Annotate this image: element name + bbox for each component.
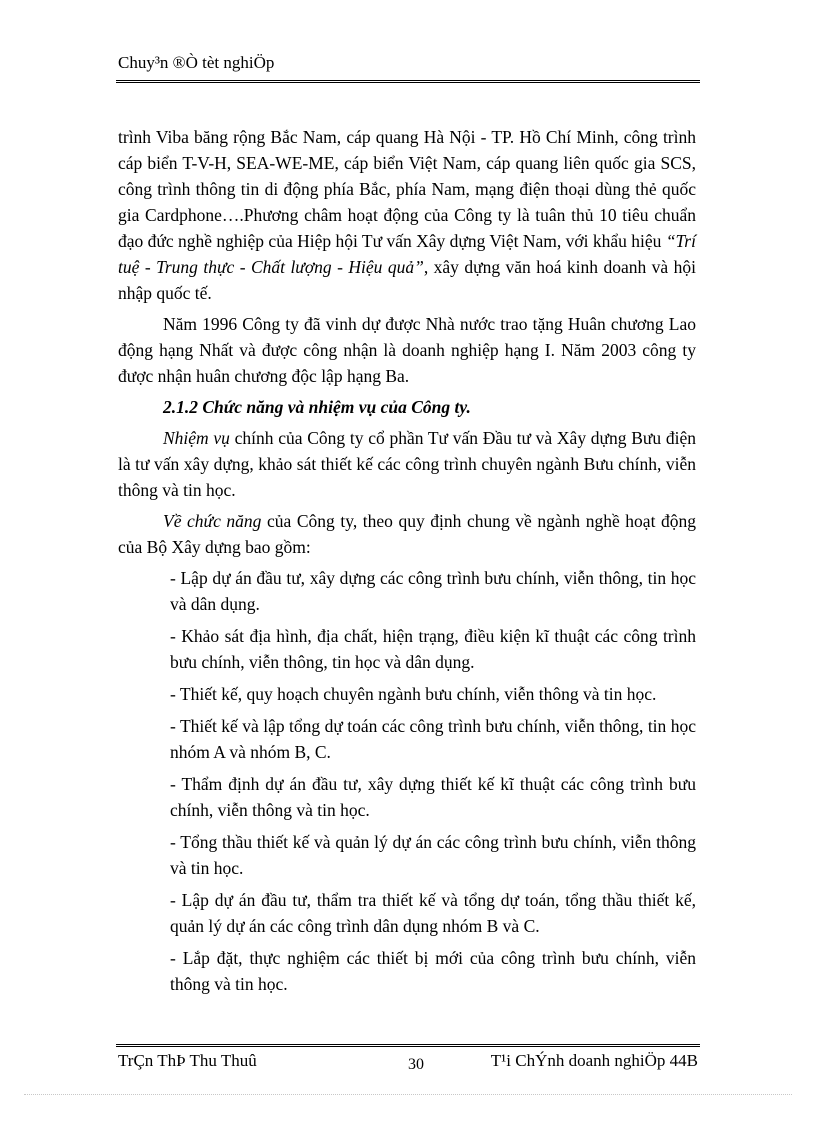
list-item: - Thiết kế, quy hoạch chuyên ngành bưu chính, viễn thông và tin học. xyxy=(170,684,657,704)
paragraph-4-lead: Về chức năng xyxy=(163,511,262,531)
list-item: - Thiết kế và lập tổng dự toán các công trình bưu chính, viễn thông, tin học nhóm A và nhóm B, C. xyxy=(170,716,696,762)
page-number: 30 xyxy=(408,1056,424,1073)
paragraph-4 xyxy=(118,508,696,560)
paragraph-3-text: chính của Công ty cổ phần Tư vấn Đầu tư và Xây dựng Bưu điện là tư vấn xây dựng, khảo sát thiết kế các công trình chuyên ngành Bưu chính, viễn thông và tin học. xyxy=(118,428,696,500)
list-item: - Thẩm định dự án đầu tư, xây dựng thiết kế kĩ thuật các công trình bưu chính, viễn thông và tin học. xyxy=(170,774,696,820)
document-body xyxy=(118,124,696,1003)
slogan-text: “Trí tuệ - Trung thực - Chất lượng - Hiệu quả” xyxy=(118,231,696,277)
header-rule xyxy=(116,80,700,83)
list-item: - Tổng thầu thiết kế và quản lý dự án các công trình bưu chính, viễn thông và tin học. xyxy=(170,832,696,878)
paragraph-3-lead: Nhiệm vụ xyxy=(163,428,230,448)
list-item: - Lập dự án đầu tư, xây dựng các công trình bưu chính, viễn thông, tin học và dân dụng. xyxy=(170,568,696,614)
list-item: - Lập dự án đầu tư, thẩm tra thiết kế và tổng dự toán, tổng thầu thiết kế, quản lý dự án các công trình dân dụng nhóm B và C. xyxy=(170,890,696,936)
paragraph-1 xyxy=(118,124,696,306)
list-item: - Khảo sát địa hình, địa chất, hiện trạng, điều kiện kĩ thuật các công trình bưu chính, viễn thông, tin học và dân dụng. xyxy=(170,626,696,672)
paragraph-3 xyxy=(118,425,696,503)
paragraph-1-text: trình Viba băng rộng Bắc Nam, cáp quang Hà Nội - TP. Hồ Chí Minh, công trình cáp biển T-V-H, SEA-WE-ME, cáp biển Việt Nam, cáp quang liên quốc gia SCS, công trình thông tin di động phía Bắc, phía Nam, mạng điện thoại dùng thẻ quốc gia Cardphone….Phương châm hoạt động của Công ty là tuân thủ 10 tiêu chuẩn đạo đức nghề nghiệp của Hiệp hội Tư vấn Xây dựng Việt Nam, với khẩu hiệu xyxy=(118,127,696,251)
paragraph-1-end: , xây dựng văn hoá kinh doanh và hội nhập quốc tế. xyxy=(118,257,696,303)
footer-rule xyxy=(116,1044,700,1047)
footer-author: TrÇn ThÞ Thu Thuû xyxy=(118,1051,257,1070)
paragraph-4-text: của Công ty, theo quy định chung về ngành nghề hoạt động của Bộ Xây dựng bao gồm: xyxy=(118,511,697,557)
section-heading: 2.1.2 Chức năng và nhiệm vụ của Công ty. xyxy=(163,397,471,417)
page-bottom-dotted-line xyxy=(24,1094,792,1095)
paragraph-2: Năm 1996 Công ty đã vinh dự được Nhà nước trao tặng Huân chương Lao động hạng Nhất và được công nhận là doanh nghiệp hạng I. Năm 2003 công ty được nhận huân chương độc lập hạng Ba. xyxy=(118,314,696,386)
page-header-title: Chuy³n ®Ò tèt nghiÖp xyxy=(118,53,275,72)
list-item: - Lắp đặt, thực nghiệm các thiết bị mới của công trình bưu chính, viễn thông và tin học. xyxy=(170,948,696,994)
footer-class: T¹i ChÝnh doanh nghiÖp 44B xyxy=(490,1051,698,1070)
